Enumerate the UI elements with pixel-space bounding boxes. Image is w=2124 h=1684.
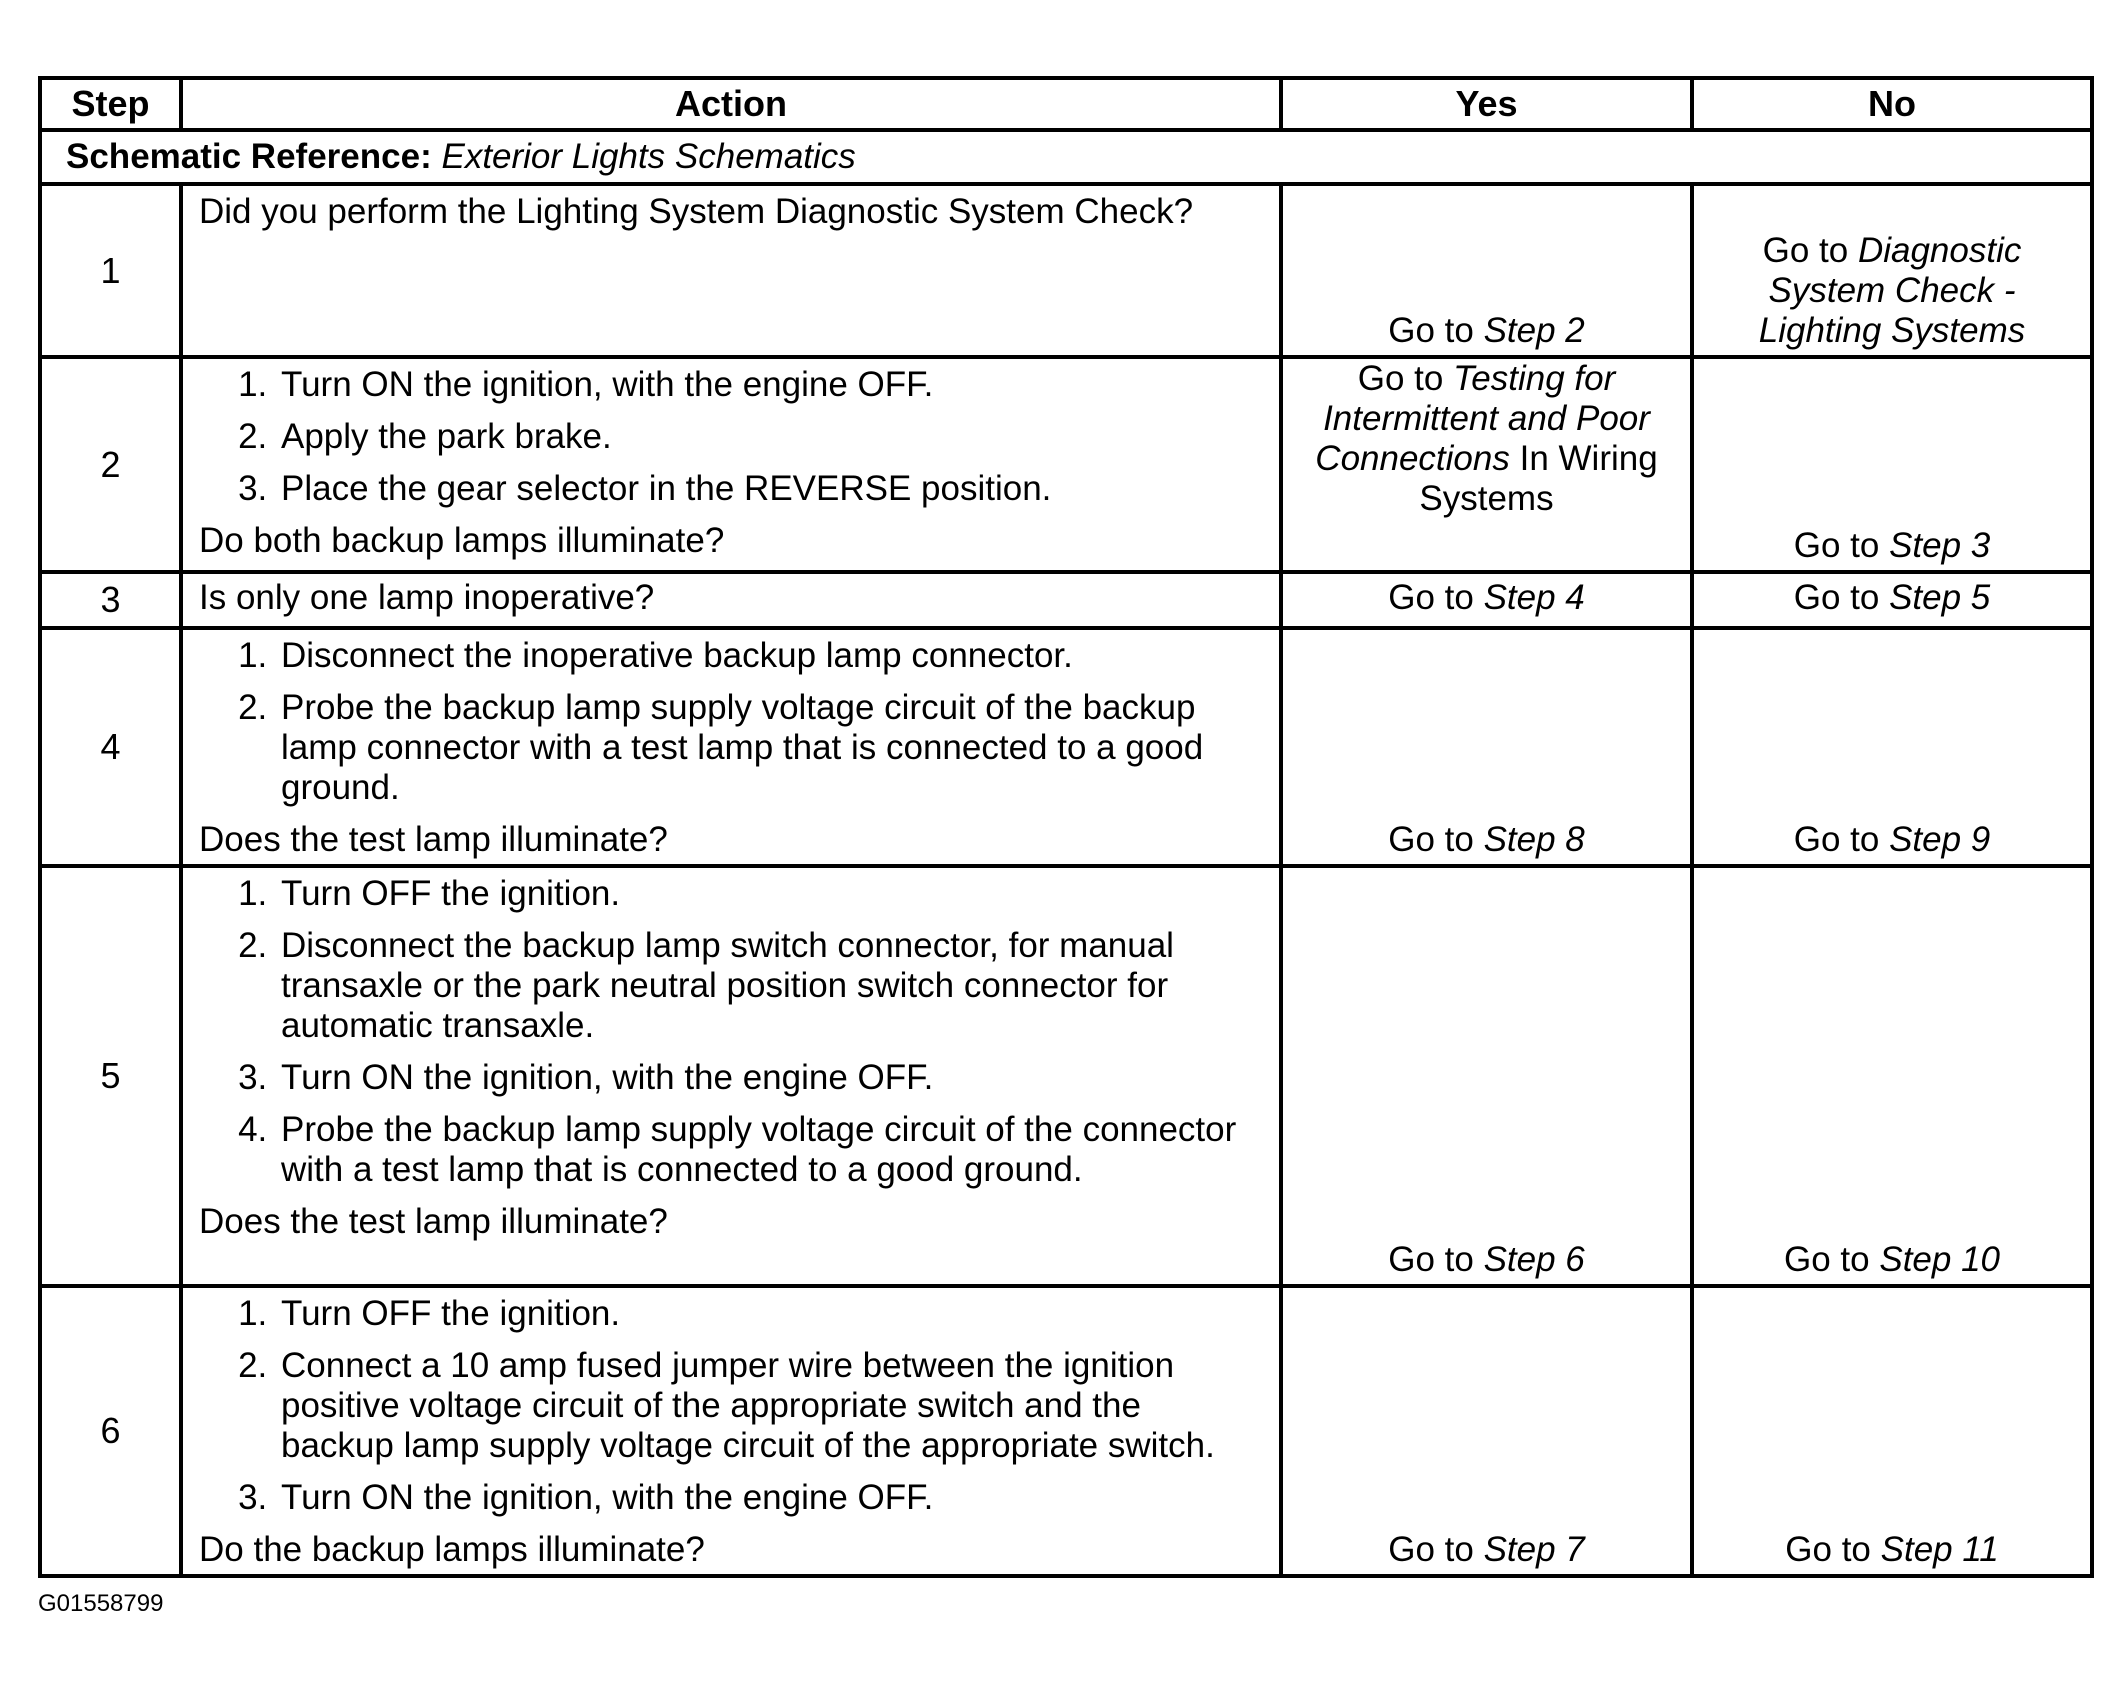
step-question: Does the test lamp illuminate? [199,820,668,859]
action-item: 2. Disconnect the backup lamp switch connector, for manual transaxle or the park neutral position switch connector for automatic transaxle. [277,926,1263,1046]
step-number: 1 [40,184,181,357]
diagnostic-table [38,76,2094,1578]
yes-prefix: Go to [1388,578,1474,617]
no-link[interactable]: Step 9 [1889,820,1991,859]
table-row [40,1286,2092,1576]
action-item: 2. Apply the park brake. [277,417,1263,457]
yes-prefix: Go to [1357,359,1444,398]
yes-cell [1281,1286,1692,1576]
no-link[interactable]: Step 5 [1889,578,1991,617]
yes-cell [1281,184,1692,357]
yes-prefix: Go to [1388,311,1474,350]
action-item: 3. Turn ON the ignition, with the engine OFF. [277,1478,1263,1518]
schematic-reference [40,130,2092,184]
no-prefix: Go to [1793,820,1880,859]
action-item: 2. Probe the backup lamp supply voltage circuit of the backup lamp connector with a test lamp that is connected to a good ground. [277,688,1263,808]
step-number: 2 [40,357,181,572]
yes-link[interactable]: Step 6 [1483,1240,1585,1279]
no-cell [1692,866,2092,1286]
table-row [40,866,2092,1286]
header-row [40,78,2092,130]
no-cell [1692,184,2092,357]
schematic-reference-row [40,130,2092,184]
yes-cell [1281,357,1692,572]
yes-prefix: Go to [1388,1240,1474,1279]
step-number: 4 [40,628,181,866]
schematic-reference-link[interactable]: Exterior Lights Schematics [441,137,856,176]
action-item: 1. Turn OFF the ignition. [277,874,1263,914]
header-no: No [1692,78,2092,130]
action-item: 2. Connect a 10 amp fused jumper wire between the ignition positive voltage circuit of the appropriate switch and the backup lamp supply voltage circuit of the appropriate switch. [277,1346,1263,1466]
action-item: 1. Disconnect the inoperative backup lamp connector. [277,636,1263,676]
yes-prefix: Go to [1388,820,1474,859]
yes-prefix: Go to [1388,1530,1474,1569]
figure-id: G01558799 [38,1590,164,1617]
no-link[interactable]: Step 11 [1880,1530,1999,1569]
action-item: 1. Turn ON the ignition, with the engine OFF. [277,365,1263,405]
step-number: 6 [40,1286,181,1576]
schematic-reference-label: Schematic Reference: [66,137,432,176]
no-cell [1692,1286,2092,1576]
table-row [40,357,2092,572]
step-number: 5 [40,866,181,1286]
table-row [40,572,2092,628]
no-prefix: Go to [1784,1240,1870,1279]
action-cell [181,1286,1281,1576]
no-link[interactable]: Step 10 [1879,1240,2000,1279]
action-list [199,365,1263,509]
header-action: Action [181,78,1281,130]
no-prefix: Go to [1793,526,1880,565]
action-list [199,1294,1263,1518]
yes-cell [1281,866,1692,1286]
action-cell [181,866,1281,1286]
yes-link[interactable]: Step 2 [1483,311,1585,350]
step-number: 3 [40,572,181,628]
header-yes: Yes [1281,78,1692,130]
step-question: Did you perform the Lighting System Diagnostic System Check? [199,192,1194,231]
action-cell [181,572,1281,628]
action-item: 3. Turn ON the ignition, with the engine OFF. [277,1058,1263,1098]
action-item: 4. Probe the backup lamp supply voltage circuit of the connector with a test lamp that is connected to a good ground. [277,1110,1263,1190]
yes-link[interactable]: Testing for Intermittent and Poor Connections [1315,359,1650,478]
step-question: Does the test lamp illuminate? [199,1202,668,1241]
no-link[interactable]: Diagnostic System Check - Lighting Systems [1758,231,2026,350]
step-question: Do the backup lamps illuminate? [199,1530,705,1569]
no-cell [1692,357,2092,572]
step-question: Do both backup lamps illuminate? [199,521,725,560]
action-cell [181,357,1281,572]
no-cell [1692,572,2092,628]
action-item: 1. Turn OFF the ignition. [277,1294,1263,1334]
action-cell [181,184,1281,357]
yes-suffix: In Wiring Systems [1419,439,1658,518]
table-row [40,628,2092,866]
action-list [199,636,1263,808]
yes-link[interactable]: Step 8 [1483,820,1585,859]
step-question: Is only one lamp inoperative? [199,578,655,617]
action-list [199,874,1263,1190]
no-prefix: Go to [1762,231,1849,270]
yes-cell [1281,572,1692,628]
action-cell [181,628,1281,866]
table-row [40,184,2092,357]
no-link[interactable]: Step 3 [1889,526,1991,565]
no-prefix: Go to [1785,1530,1871,1569]
yes-cell [1281,628,1692,866]
action-item: 3. Place the gear selector in the REVERSE position. [277,469,1263,509]
no-prefix: Go to [1793,578,1880,617]
yes-link[interactable]: Step 4 [1483,578,1585,617]
header-step: Step [40,78,181,130]
yes-link[interactable]: Step 7 [1483,1530,1585,1569]
no-cell [1692,628,2092,866]
